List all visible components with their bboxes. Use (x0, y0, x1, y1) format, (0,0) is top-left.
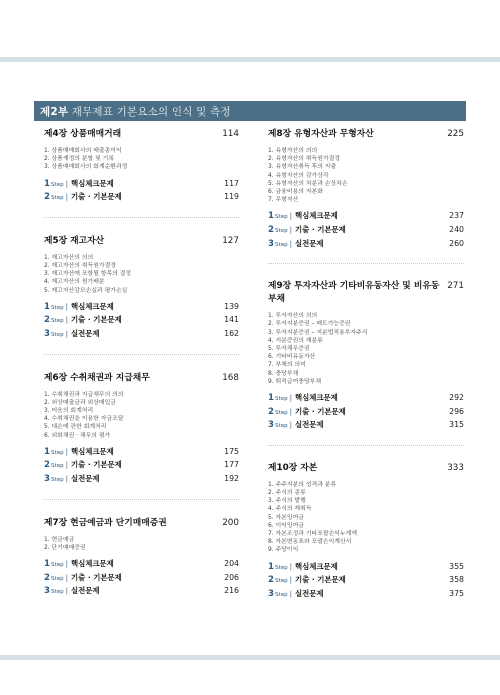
step-number: 2 (44, 460, 50, 471)
step-title: 실전문제 (70, 474, 100, 483)
step-divider-icon: | (65, 330, 68, 338)
section-item: 8. 자본변동표와 포괄손익계산서 (268, 539, 352, 546)
chapter-title: 제8장 유형자산과 무형자산 (268, 129, 374, 139)
chapter-heading[interactable] (268, 278, 464, 304)
step-page-number: 206 (224, 572, 239, 582)
step-word: Step (274, 578, 288, 585)
step-entry[interactable] (44, 446, 239, 460)
step-divider-icon: | (65, 475, 68, 483)
step-label-group (44, 446, 114, 460)
step-title: 핵심체크문제 (294, 211, 338, 221)
step-number: 1 (44, 559, 50, 569)
step-title: 핵심체크문제 (70, 301, 114, 311)
section-item: 5. 자본잉여금 (268, 514, 304, 521)
step-label-group (268, 574, 346, 588)
section-item: 5. 유형자산의 처분과 손상차손 (268, 180, 348, 187)
step-label-group (44, 314, 122, 328)
step-entry[interactable] (268, 419, 464, 433)
step-title: 핵심체크문제 (294, 393, 338, 403)
section-item: 2. 주식의 종류 (268, 490, 306, 497)
step-title: 기출 · 기본문제 (294, 575, 346, 585)
section-item: 9. 주당이익 (268, 547, 299, 554)
section-item: 5. 투자채무증권 (268, 346, 310, 353)
section-item: 9. 퇴직급여충당부채 (268, 378, 322, 385)
step-entry[interactable] (44, 301, 239, 315)
section-item: 7. 부채의 의미 (268, 362, 306, 369)
step-divider-icon: | (65, 587, 68, 596)
step-label-group (44, 328, 100, 342)
step-number: 3 (268, 588, 274, 599)
step-page-number: 375 (449, 588, 464, 598)
section-item: 3. 재고자산에 포함될 항목의 결정 (44, 271, 132, 278)
toc-chapter (268, 278, 464, 433)
section-item: 2. 유형자산의 취득원가결정 (268, 156, 340, 163)
step-word: Step (50, 332, 64, 338)
step-title: 실전문제 (70, 586, 100, 596)
header-band (0, 57, 500, 62)
chapter-title: 제5장 재고자산 (44, 235, 105, 246)
section-item: 6. 기타비유동자산 (268, 354, 316, 361)
section-item: 4. 지분증권의 재분류 (268, 337, 323, 344)
step-entry[interactable] (44, 191, 239, 205)
section-item: 1. 유형자산의 의의 (268, 148, 318, 154)
section-list (268, 147, 464, 204)
step-entry[interactable] (44, 572, 239, 586)
dotted-separator (44, 354, 239, 355)
step-entry[interactable] (44, 558, 239, 572)
step-entry[interactable] (268, 392, 464, 406)
step-label-group (268, 406, 346, 420)
step-page-number: 162 (224, 329, 239, 338)
step-title: 기출 · 기본문제 (70, 572, 122, 582)
step-divider-icon: | (65, 316, 68, 325)
step-page-number: 237 (449, 211, 464, 221)
chapter-page-number: 168 (222, 372, 239, 383)
step-page-number: 139 (224, 301, 239, 311)
step-word: Step (274, 423, 288, 430)
step-number: 1 (268, 393, 274, 404)
toc-chapter (268, 126, 464, 251)
step-label-group (268, 419, 324, 433)
toc-chapter (44, 126, 239, 205)
step-entry[interactable] (44, 585, 239, 599)
step-entry[interactable] (268, 574, 464, 588)
section-item: 1. 재고자산의 의의 (44, 254, 94, 261)
section-list (44, 536, 239, 552)
footer-band (0, 655, 500, 660)
step-word: Step (274, 228, 288, 235)
step-page-number: 204 (224, 559, 239, 568)
chapter-page-number: 271 (447, 281, 464, 292)
chapter-heading[interactable] (44, 370, 239, 383)
step-label-group (44, 191, 122, 205)
section-item: 4. 재고자산의 원가배분 (44, 279, 105, 286)
step-number: 2 (268, 225, 274, 236)
section-item: 3. 상품매매회사의 회계순환과정 (44, 164, 128, 171)
section-item: 7. 무형자산 (268, 197, 299, 204)
step-title: 실전문제 (70, 329, 100, 338)
part-number: 제2부 (40, 106, 69, 118)
step-label-group (44, 301, 114, 315)
chapter-heading[interactable] (268, 460, 464, 473)
step-word: Step (50, 589, 64, 596)
chapter-heading[interactable] (268, 126, 464, 139)
section-item: 5. 대손에 관한 회계처리 (44, 424, 107, 431)
step-entry[interactable] (268, 561, 464, 575)
step-entry[interactable] (268, 224, 464, 238)
step-word: Step (50, 575, 64, 582)
step-page-number: 117 (224, 178, 239, 188)
step-entry[interactable] (268, 238, 464, 252)
step-divider-icon: | (289, 394, 292, 403)
step-word: Step (50, 463, 64, 470)
step-number: 1 (44, 446, 50, 457)
step-page-number: 119 (224, 192, 239, 202)
part-heading-bar (34, 101, 466, 121)
step-label-group (44, 585, 100, 599)
step-label-group (44, 178, 114, 192)
section-item: 2. 재고자산의 취득원가결정 (44, 263, 116, 269)
chapter-heading[interactable] (44, 233, 239, 246)
dotted-separator (44, 217, 239, 218)
step-page-number: 141 (224, 315, 239, 325)
step-page-number: 177 (224, 460, 239, 470)
step-word: Step (50, 449, 64, 456)
step-divider-icon: | (65, 560, 68, 568)
section-item: 1. 주주지분의 성격과 분류 (268, 481, 337, 488)
step-divider-icon: | (65, 302, 68, 311)
step-divider-icon: | (289, 421, 292, 430)
toc-chapter (268, 460, 464, 602)
step-divider-icon: | (289, 576, 292, 585)
section-item: 3. 주식의 발행 (268, 498, 306, 505)
chapter-heading[interactable] (44, 515, 239, 528)
step-label-group (44, 572, 122, 586)
step-title: 핵심체크문제 (70, 559, 114, 568)
step-entry[interactable] (268, 588, 464, 602)
section-item: 3. 유형자산취득 후의 지출 (268, 164, 337, 171)
chapter-heading[interactable] (44, 126, 239, 139)
step-entry[interactable] (44, 178, 239, 192)
step-label-group (268, 238, 324, 252)
step-number: 3 (268, 238, 274, 249)
step-title: 기출 · 기본문제 (294, 406, 346, 416)
step-title: 기출 · 기본문제 (294, 225, 346, 235)
step-divider-icon: | (65, 447, 68, 456)
step-page-number: 315 (449, 420, 464, 430)
step-divider-icon: | (289, 562, 292, 571)
step-title: 실전문제 (294, 238, 324, 248)
step-number: 2 (268, 575, 274, 586)
step-page-number: 296 (449, 406, 464, 416)
step-number: 2 (268, 406, 274, 417)
toc-chapter (44, 515, 239, 599)
section-item: 2. 외상매출금과 외상매입금 (44, 399, 116, 406)
step-label-group (44, 459, 122, 473)
toc-chapter (44, 370, 239, 487)
step-page-number: 292 (449, 393, 464, 403)
section-item: 6. 외화채권 · 채무의 평가 (44, 432, 111, 439)
section-item: 3. 투자지분증권 – 지분법적용투자주식 (268, 329, 368, 336)
step-label-group (268, 588, 324, 602)
step-number: 2 (44, 192, 50, 203)
step-divider-icon: | (65, 193, 68, 202)
part-heading (40, 104, 231, 119)
step-entry[interactable] (268, 406, 464, 420)
step-divider-icon: | (65, 179, 68, 188)
step-word: Step (274, 409, 288, 416)
step-number: 3 (268, 420, 274, 431)
section-item: 4. 수취채권을 이용한 자금조달 (44, 416, 124, 423)
part-subtitle: 재무제표 기본요소의 인식 및 측정 (71, 106, 231, 118)
section-item: 1. 투자자산의 의의 (268, 313, 318, 320)
section-item: 2. 상품계정의 분할 및 기록 (44, 156, 115, 163)
step-title: 핵심체크문제 (70, 178, 114, 188)
step-page-number: 216 (224, 586, 239, 596)
section-item: 1. 상품매매회사의 매출총이익 (44, 148, 122, 154)
step-number: 1 (44, 301, 50, 312)
step-title: 핵심체크문제 (294, 561, 338, 571)
step-divider-icon: | (65, 461, 68, 470)
step-number: 1 (44, 178, 50, 189)
step-title: 실전문제 (294, 420, 324, 430)
step-page-number: 355 (449, 561, 464, 571)
chapter-title: 제4장 상품매매거래 (44, 129, 122, 139)
section-item: 4. 주식의 재취득 (268, 506, 312, 513)
step-number: 3 (44, 586, 50, 597)
chapter-page-number: 200 (222, 517, 239, 528)
chapter-page-number: 225 (447, 129, 464, 139)
step-page-number: 192 (224, 474, 239, 483)
dotted-separator (268, 263, 464, 264)
step-word: Step (274, 214, 288, 221)
step-title: 기출 · 기본문제 (70, 460, 122, 470)
step-entry[interactable] (44, 473, 239, 487)
step-title: 기출 · 기본문제 (70, 192, 122, 202)
step-word: Step (274, 591, 288, 598)
step-entry[interactable] (268, 210, 464, 224)
step-word: Step (50, 477, 64, 483)
section-list (44, 391, 239, 440)
step-number: 1 (268, 211, 274, 222)
section-item: 5. 재고자산감모손실과 평가손실 (44, 287, 128, 294)
step-page-number: 358 (449, 575, 464, 585)
step-word: Step (274, 396, 288, 403)
dotted-separator (44, 499, 239, 500)
chapter-page-number: 127 (222, 235, 239, 246)
step-word: Step (50, 181, 64, 188)
step-number: 2 (44, 315, 50, 326)
step-label-group (268, 224, 346, 238)
step-entry[interactable] (44, 314, 239, 328)
step-word: Step (50, 562, 64, 568)
step-label-group (44, 558, 114, 572)
section-item: 4. 유형자산의 감가상각 (268, 172, 329, 179)
step-word: Step (274, 241, 288, 248)
step-page-number: 175 (224, 446, 239, 456)
chapter-title: 제6장 수취채권과 지급채무 (44, 372, 150, 383)
toc-chapter (44, 233, 239, 342)
step-label-group (44, 473, 100, 487)
section-item: 2. 투자지분증권 – 매도가능증권 (268, 321, 351, 328)
step-title: 실전문제 (294, 588, 324, 598)
step-divider-icon: | (289, 589, 292, 598)
step-number: 1 (268, 561, 274, 572)
step-word: Step (50, 304, 64, 311)
step-divider-icon: | (289, 212, 292, 221)
section-list (268, 312, 464, 386)
section-item: 7. 자본조정과 기타포괄손익누계액 (268, 531, 358, 538)
section-item: 6. 금융비용의 자본화 (268, 189, 323, 196)
step-word: Step (274, 564, 288, 571)
section-item: 8. 충당부채 (268, 370, 299, 377)
step-title: 핵심체크문제 (70, 446, 114, 456)
step-page-number: 240 (449, 225, 464, 235)
step-label-group (268, 561, 338, 575)
chapter-title: 제7장 현금예금과 단기매매증권 (44, 517, 167, 528)
section-list (44, 147, 239, 172)
step-title: 기출 · 기본문제 (70, 315, 122, 325)
section-item: 6. 이익잉여금 (268, 522, 304, 529)
section-list (268, 481, 464, 555)
step-label-group (268, 392, 338, 406)
chapter-title: 제9장 투자자산과 기타비유동자산 및 비유동부채 (268, 281, 440, 305)
chapter-page-number: 333 (447, 462, 464, 473)
step-divider-icon: | (289, 407, 292, 416)
section-list (44, 254, 239, 295)
step-divider-icon: | (65, 573, 68, 582)
section-item: 1. 수취채권과 지급채무의 의의 (44, 391, 124, 398)
section-item: 3. 어음의 회계처리 (44, 408, 94, 414)
section-item: 2. 단기매매증권 (44, 544, 86, 551)
step-entry[interactable] (44, 459, 239, 473)
step-entry[interactable] (44, 328, 239, 342)
chapter-page-number: 114 (222, 129, 239, 139)
step-divider-icon: | (289, 226, 292, 235)
step-number: 3 (44, 474, 50, 484)
step-number: 2 (44, 572, 50, 583)
step-word: Step (50, 195, 64, 202)
toc-left-column (44, 126, 239, 607)
step-label-group (268, 210, 338, 224)
step-word: Step (50, 318, 64, 325)
section-item: 1. 현금예금 (44, 536, 75, 543)
step-page-number: 260 (449, 238, 464, 248)
chapter-title: 제10장 자본 (268, 462, 318, 473)
step-number: 3 (44, 329, 50, 339)
toc-right-column (268, 126, 464, 609)
step-divider-icon: | (289, 239, 292, 248)
dotted-separator (268, 445, 464, 446)
